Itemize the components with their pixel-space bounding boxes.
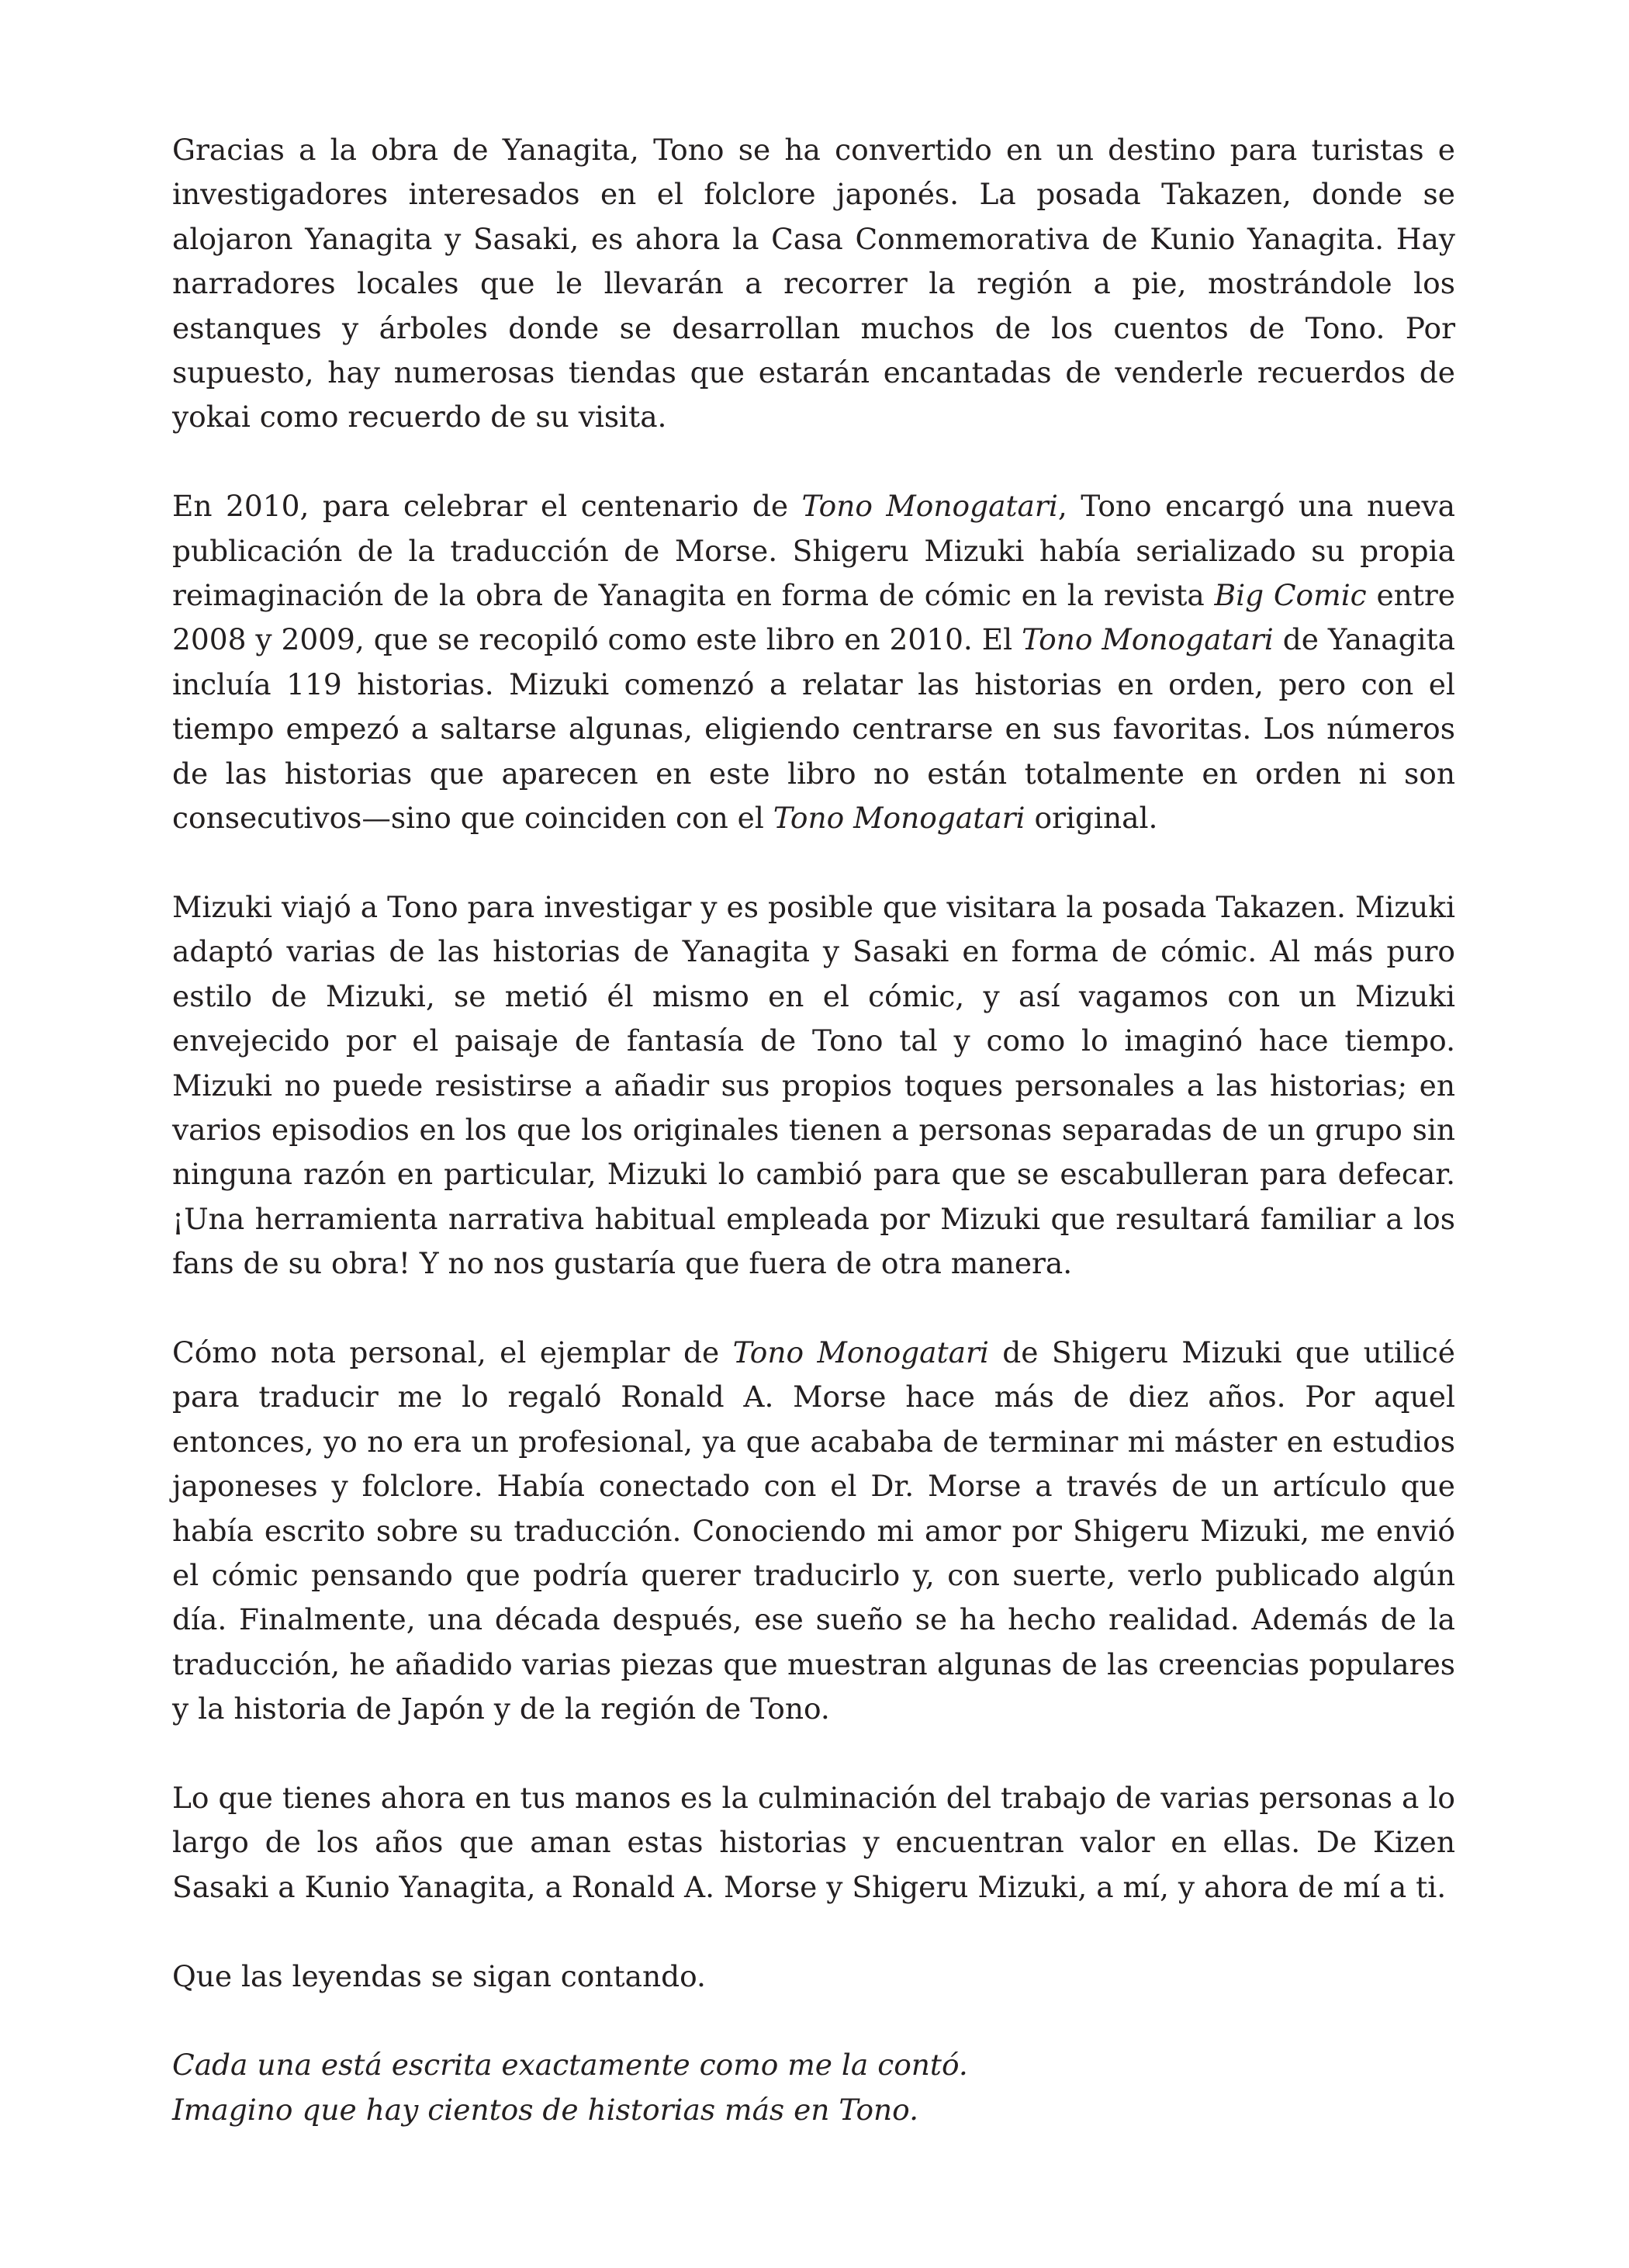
epigraph-quote — [172, 2043, 1455, 2132]
paragraph-gap — [172, 840, 1455, 885]
paragraph-centenary: En 2010, para celebrar el centenario de Tono Monogatari, Tono encargó una nueva publicación de la traducción de Morse. Shigeru Mizuki había serializado su propia reimaginación de la obra de Yanagita en forma de cómic en la revista Big Comic entre 2008 y 2009, que se recopiló como este libro en 2010. El Tono Monogatari de Yanagita incluía 119 historias. Mizuki comenzó a relatar las historias en orden, pero con el tiempo empezó a saltarse algunas, eligiendo centrarse en sus favoritas. Los números de las historias que aparecen en este libro no están totalmente en orden ni son consecutivos—sino que coinciden con el Tono Monogatari original. — [172, 489, 1456, 836]
paragraph-gap — [172, 1732, 1455, 1776]
paragraph-mizuki-travel: Mizuki viajó a Tono para investigar y es posible que visitara la posada Takazen. Mizuki adaptó varias de las historias de Yanagita y Sasaki en forma de cómic. Al más puro estilo de Mizuki, se metió él mismo en el cómic, y así vagamos con un Mizuki envejecido por el paisaje de fantasía de Tono tal y como lo imaginó hace tiempo. Mizuki no puede resistirse a añadir sus propios toques personales a las historias; en varios episodios en los que los originales tienen a personas separadas de un grupo sin ninguna razón en particular, Mizuki lo cambió para que se escabulleran para defecar. ¡Una herramienta narrativa habitual empleada por Mizuki que resultará familiar a los fans de su obra! Y no nos gustaría que fuera de otra manera. — [172, 889, 1455, 1281]
magazine-title: Big Comic — [1214, 578, 1367, 613]
epigraph-line: Imagino que hay cientos de historias más en Tono. — [172, 2092, 919, 2127]
book-title: Tono Monogatari — [1022, 622, 1274, 657]
paragraph-personal-note: Cómo nota personal, el ejemplar de Tono Monogatari de Shigeru Mizuki que utilicé para traducir me lo regaló Ronald A. Morse hace más de diez años. Por aquel entonces, yo no era un profesional, ya que acababa de terminar mi máster en estudios japoneses y folclore. Había conectado con el Dr. Morse a través de un artículo que había escrito sobre su traducción. Conociendo mi amor por Shigeru Mizuki, me envió el cómic pensando que podría querer traducirlo y, con suerte, verlo publicado algún día. Finalmente, una década después, ese sueño se ha hecho realidad. Además de la traducción, he añadido varias piezas que muestran algunas de las creencias populares y la historia de Japón y de la región de Tono. — [172, 1335, 1455, 1726]
epigraph-line: Cada una está escrita exactamente como me la contó. — [172, 2048, 968, 2083]
paragraph-gap — [172, 1286, 1455, 1331]
book-title: Tono Monogatari — [801, 489, 1058, 524]
paragraph-culmination: Lo que tienes ahora en tus manos es la culminación del trabajo de varias personas a lo largo de los años que aman estas historias y encuentran valor en ellas. De Kizen Sasaki a Kunio Yanagita, a Ronald A. Morse y Shigeru Mizuki, a mí, y ahora de mí a ti. — [172, 1780, 1455, 1904]
paragraph-tono-destination: Gracias a la obra de Yanagita, Tono se ha convertido en un destino para turistas e investigadores interesados en el folclore japonés. La posada Takazen, donde se alojaron Yanagita y Sasaki, es ahora la Casa Conmemorativa de Kunio Yanagita. Hay narradores locales que le llevarán a recorrer la región a pie, mostrándole los estanques y árboles donde se desarrollan muchos de los cuentos de Tono. Por supuesto, hay numerosas tiendas que estarán encantadas de venderle recuerdos de yokai como recuerdo de su visita. — [172, 133, 1455, 435]
paragraph-gap — [172, 440, 1455, 484]
paragraph-gap — [172, 1999, 1455, 2043]
book-title: Tono Monogatari — [773, 801, 1025, 836]
book-title: Tono Monogatari — [732, 1335, 989, 1369]
document-page — [172, 128, 1455, 2132]
closing-line: Que las leyendas se sigan contando. — [172, 1958, 706, 1993]
paragraph-gap — [172, 1910, 1455, 1954]
